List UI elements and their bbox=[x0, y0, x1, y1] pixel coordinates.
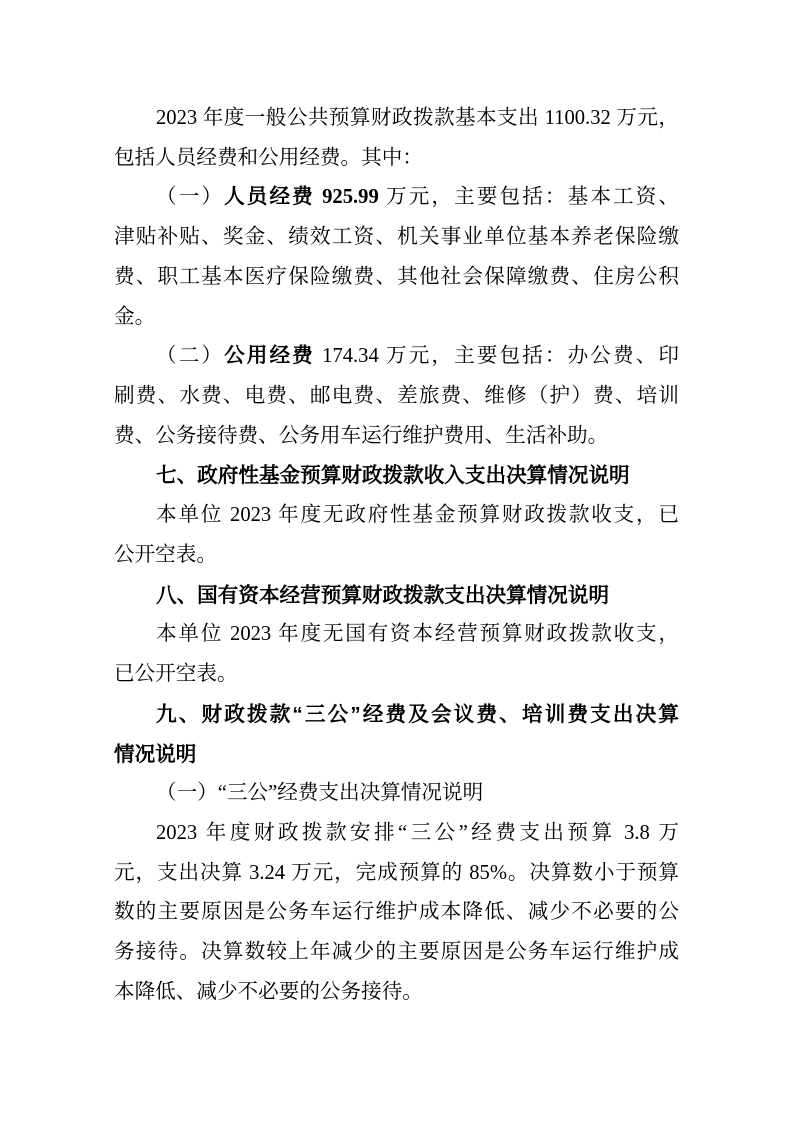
heading-section-9-line1 bbox=[114, 695, 679, 735]
text-run: 本降低、减少不必要的公务接待。 bbox=[114, 980, 423, 1003]
text-run: 本单位 2023 年度无国有资本经营预算财政拨款收支， bbox=[156, 623, 679, 646]
para-personnel-funds-line4 bbox=[114, 298, 679, 338]
text-run: 情况说明 bbox=[114, 742, 197, 766]
bold-text-run: 公用经费 bbox=[224, 345, 315, 368]
text-run: 刷费、水费、电费、邮电费、差旅费、维修（护）费、培训 bbox=[114, 385, 679, 408]
para-sangong-line2 bbox=[114, 854, 679, 894]
heading-section-7 bbox=[114, 456, 679, 496]
text-run: 金。 bbox=[114, 305, 156, 328]
text-run: （二） bbox=[156, 345, 225, 368]
text-run: 元，支出决算 3.24 万元，完成预算的 85%。决算数小于预算 bbox=[114, 861, 679, 884]
text-run: 包括人员经费和公用经费。其中： bbox=[114, 146, 423, 169]
text-run: 174.34 万元，主要包括：办公费、印 bbox=[314, 345, 679, 368]
text-run: 务接待。决算数较上年减少的主要原因是公务车运行维护成 bbox=[114, 941, 679, 964]
para-sangong-line1 bbox=[114, 814, 679, 854]
para-gov-fund-line2 bbox=[114, 536, 679, 576]
heading-section-9-line2 bbox=[114, 735, 679, 775]
para-public-funds-line3 bbox=[114, 417, 679, 457]
text-run: 费、公务接待费、公务用车运行维护费用、生活补助。 bbox=[114, 424, 609, 447]
para-basic-expenditure-line1 bbox=[114, 99, 679, 139]
document-body bbox=[114, 99, 679, 1013]
text-run: （一） bbox=[156, 186, 225, 209]
text-run: 2023 年度一般公共预算财政拨款基本支出 1100.32 万元， bbox=[156, 107, 679, 129]
para-public-funds-line2 bbox=[114, 377, 679, 417]
para-sangong-line3 bbox=[114, 893, 679, 933]
para-basic-expenditure-line2 bbox=[114, 139, 679, 179]
text-run: 万元，主要包括：基本工资、 bbox=[378, 186, 679, 209]
text-run: 七、政府性基金预算财政拨款收入支出决算情况说明 bbox=[156, 464, 630, 488]
text-run: 数的主要原因是公务车运行维护成本降低、减少不必要的公 bbox=[114, 901, 679, 924]
para-sangong-line4 bbox=[114, 933, 679, 973]
para-public-funds-line1 bbox=[114, 337, 679, 377]
text-run: 津贴补贴、奖金、绩效工资、机关事业单位基本养老保险缴 bbox=[114, 226, 679, 249]
heading-section-8 bbox=[114, 576, 679, 616]
subheading-sangong bbox=[114, 774, 679, 814]
text-run: 本单位 2023 年度无政府性基金预算财政拨款收支，已 bbox=[156, 504, 679, 527]
para-sangong-line5 bbox=[114, 973, 679, 1013]
text-run: 公开空表。 bbox=[114, 543, 217, 566]
para-personnel-funds-line2 bbox=[114, 218, 679, 258]
para-state-capital-line1 bbox=[114, 615, 679, 655]
para-state-capital-line2 bbox=[114, 655, 679, 695]
text-run: 2023 年度财政拨款安排“三公”经费支出预算 3.8 万 bbox=[156, 821, 679, 844]
para-gov-fund-line1 bbox=[114, 496, 679, 536]
text-run: （一）“三公”经费支出决算情况说明 bbox=[156, 782, 484, 805]
text-run: 已公开空表。 bbox=[114, 663, 238, 686]
para-personnel-funds-line3 bbox=[114, 258, 679, 298]
text-run: 八、国有资本经营预算财政拨款支出决算情况说明 bbox=[156, 583, 610, 607]
para-personnel-funds-line1 bbox=[114, 178, 679, 218]
text-run: 九、财政拨款“三公”经费及会议费、培训费支出决算 bbox=[156, 702, 679, 726]
text-run: 费、职工基本医疗保险缴费、其他社会保障缴费、住房公积 bbox=[114, 265, 679, 288]
bold-text-run: 人员经费 925.99 bbox=[224, 186, 379, 209]
